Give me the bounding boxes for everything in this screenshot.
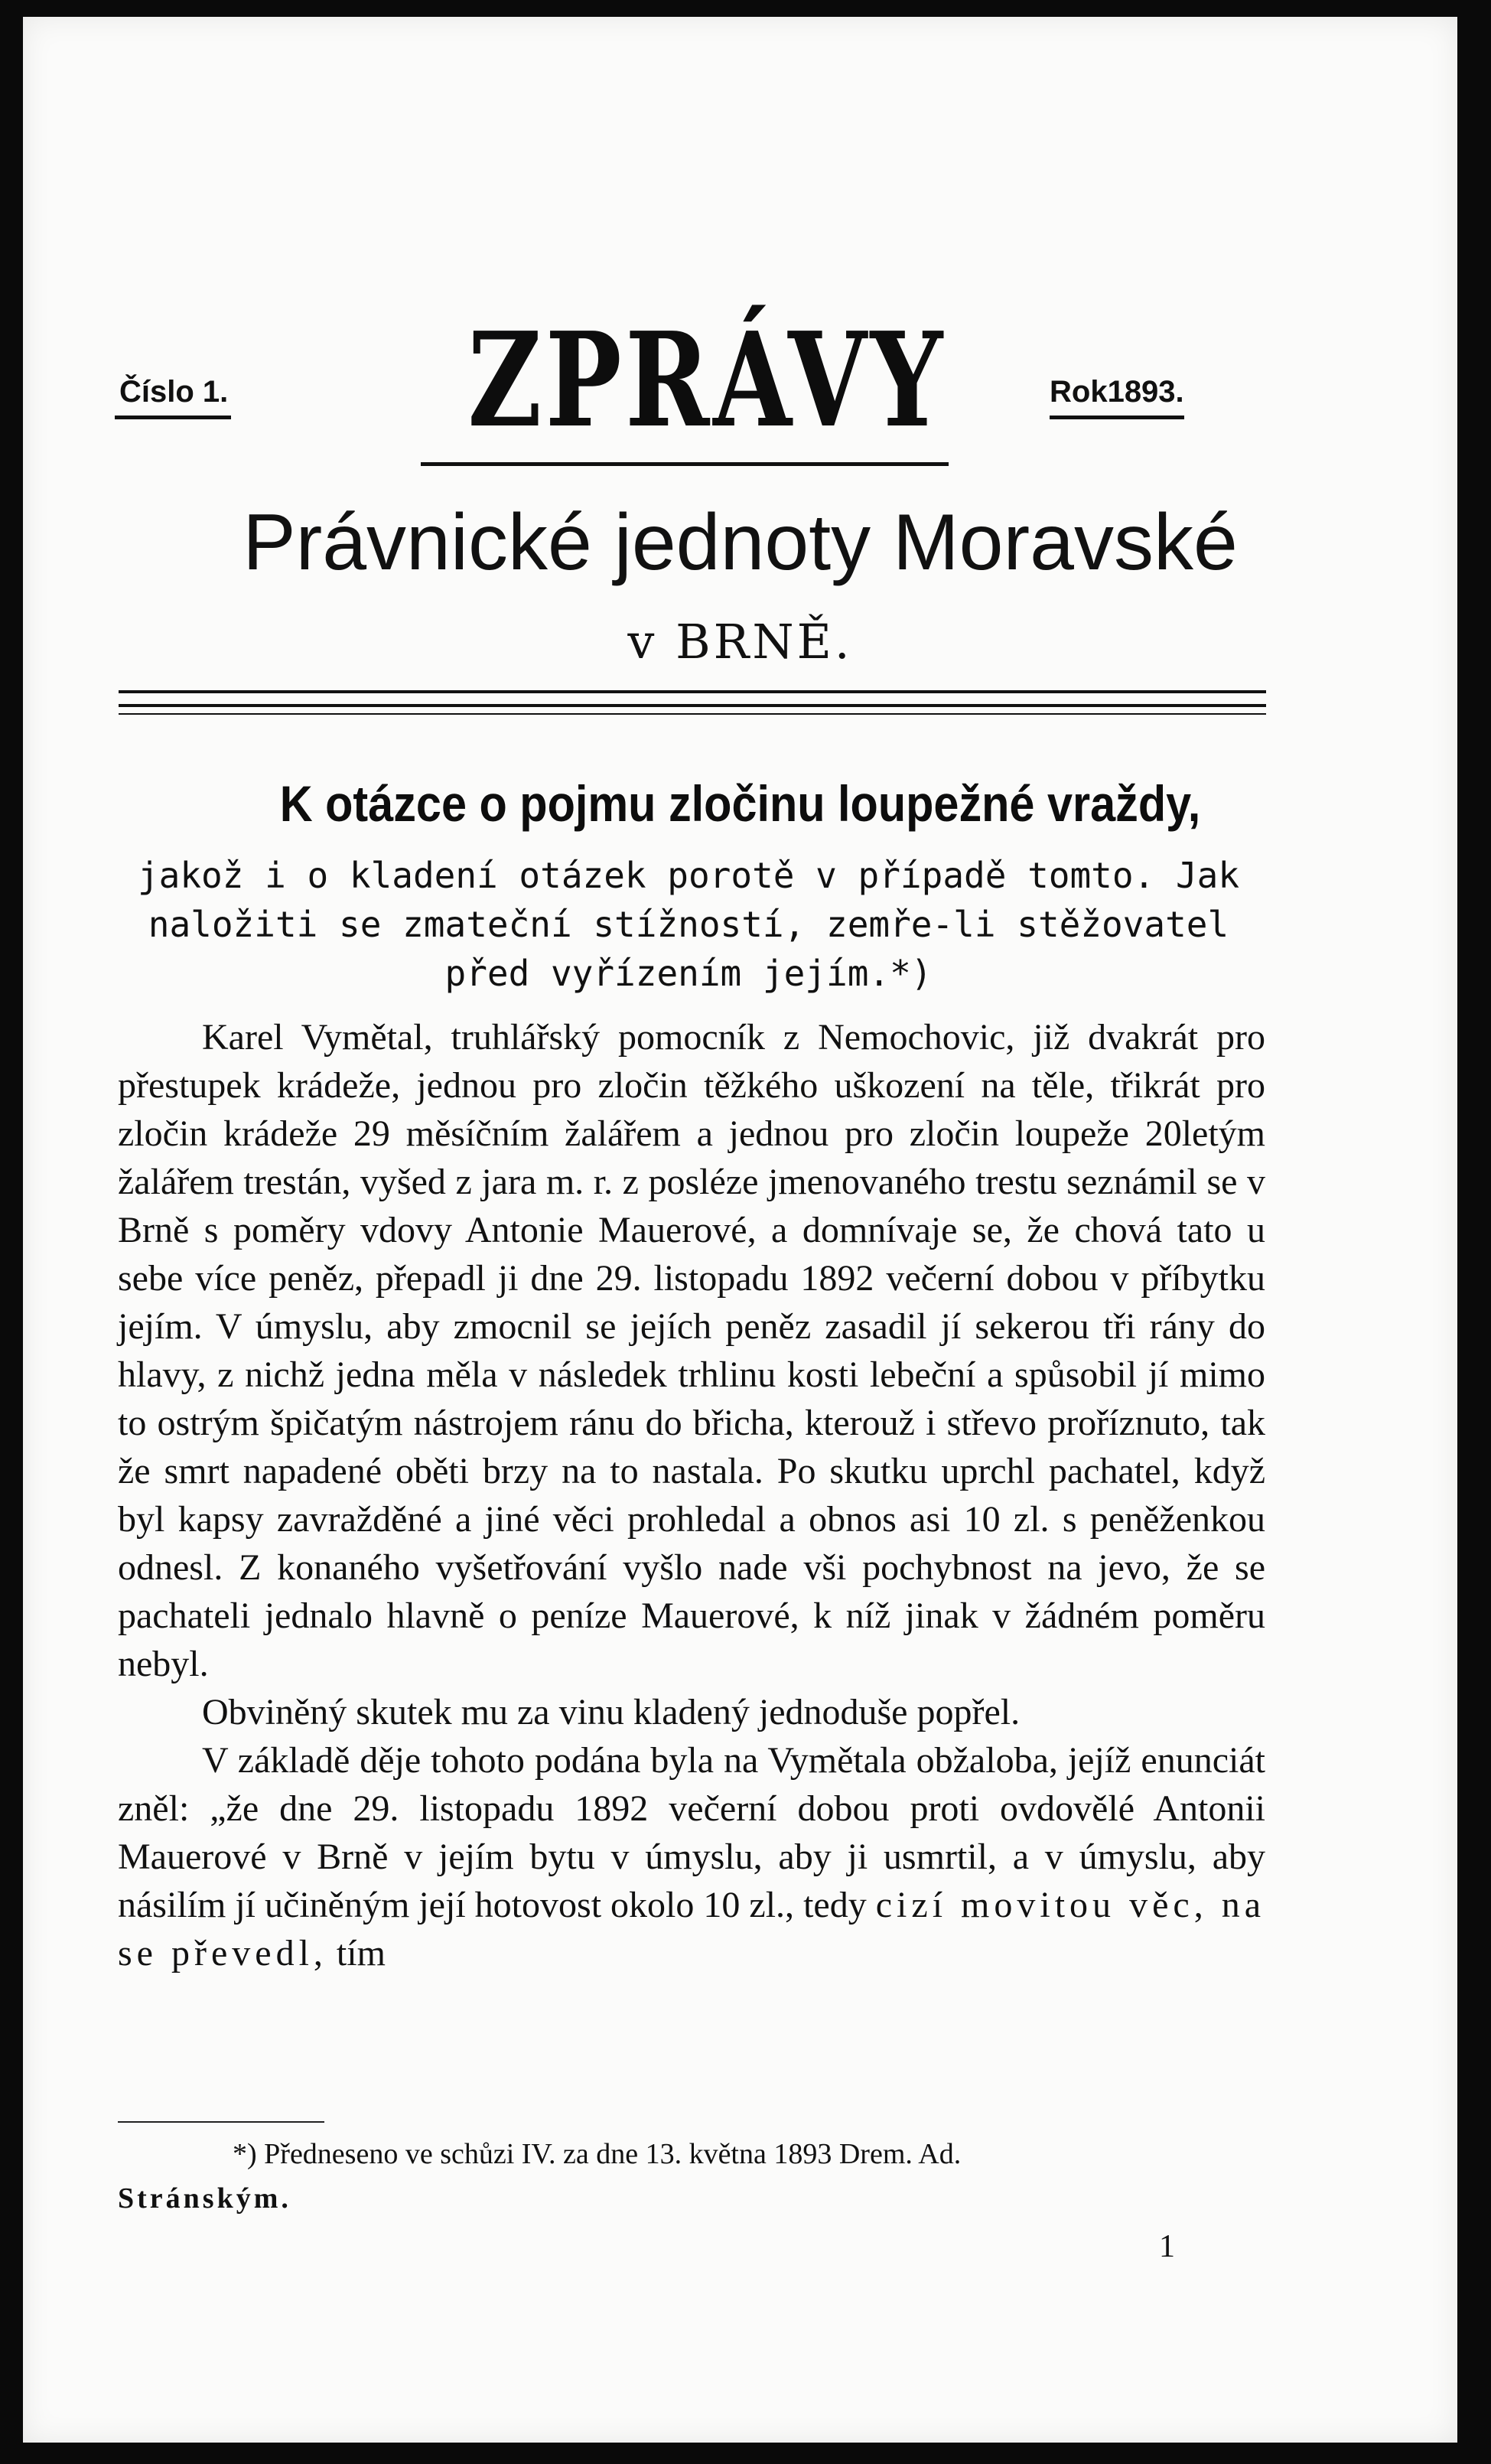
header-rule xyxy=(119,713,1266,715)
paragraph: Obviněný skutek mu za vinu kladený jednoduše popřel. xyxy=(202,1692,1021,1732)
article-headline: K otázce o pojmu zločinu loupežné vraždy, xyxy=(279,775,1201,832)
paragraph: Karel Vymětal, truhlářský pomocník z Nemochovic, již dvakrát pro přestupek krádeže, jednou pro zločin těžkého uškození na těle, třikrát pro zločin krádeže 29 měsíčním žalářem a jednou pro zločin loupeže 20letým žalářem trestán, vyšed z jara m. r. z posléze jmenovaného trestu seznámil se v Brně s poměry vdovy Antonie Mauerové, a domnívaje se, že chová tato u sebe více peněz, přepadl ji dne 29. listopadu 1892 večerní dobou v příbytku jejím. V úmyslu, aby zmocnil se jejích peněz zasadil jí sekerou tři rány do hlavy, z nichž jedna měla v následek trhlinu kosti lebeční a spůsobil jí mimo to ostrým špičatým nástrojem ránu do břicha, kterouž i střevo proříznuto, tak že smrt napadené oběti brzy na to nastala. Po skutku uprchl pachatel, když byl kapsy zavražděné a jiné věci prohledal a obnos asi 10 zl. s peněženkou odnesl. Z konaného vyšetřování vyšlo nade vši pochybnost na jevo, že se pachateli jednalo hlavně o peníze Mauerové, k níž jinak v žádném poměru nebyl. xyxy=(118,1017,1265,1684)
spaced-text: cizí movitou věc, na se převedl, xyxy=(118,1885,1266,1973)
footnote-text: *) Předneseno ve schůzi IV. za dne 13. května 1893 Drem. Ad. xyxy=(233,2138,962,2170)
paragraph-text: tím xyxy=(336,1933,386,1973)
masthead xyxy=(23,17,1457,670)
journal-subtitle: Právnické jednoty Moravské xyxy=(243,498,1238,587)
paragraph-text: V základě děje tohoto podána byla na Vymětala obžaloba, jejíž enunciát zněl: „že dne 29. listopadu 1892 večerní dobou proti ovdovělé Antonii Mauerové v Brně v jejím bytu v úmyslu, aby ji usmrtil, a v úmyslu, aby násilím jí učiněným její hotovost okolo 10 zl., tedy xyxy=(118,1740,1265,1925)
journal-title: ZPRÁVY xyxy=(467,304,946,457)
publication-year: Rok1893. xyxy=(1050,375,1184,419)
footnote-author: Stránským. xyxy=(118,2182,291,2215)
article-subheadline: jakož i o kladení otázek porotě v případě tomto. Jak naložiti se zmateční stížností, zemře-li stěžovatel před vyřízením jejím.*) xyxy=(137,855,1240,994)
footnote xyxy=(118,2132,1265,2221)
footnote-divider xyxy=(118,2121,324,2123)
header-rule xyxy=(119,690,1266,693)
article-body xyxy=(118,1013,1265,1977)
journal-city: v BRNĚ. xyxy=(627,614,853,670)
paragraph xyxy=(118,1736,1265,1977)
document-page xyxy=(23,17,1457,2443)
title-underline xyxy=(421,462,949,466)
header-rule xyxy=(119,704,1266,707)
page-number: 1 xyxy=(1159,2229,1175,2264)
issue-number: Číslo 1. xyxy=(115,375,231,419)
